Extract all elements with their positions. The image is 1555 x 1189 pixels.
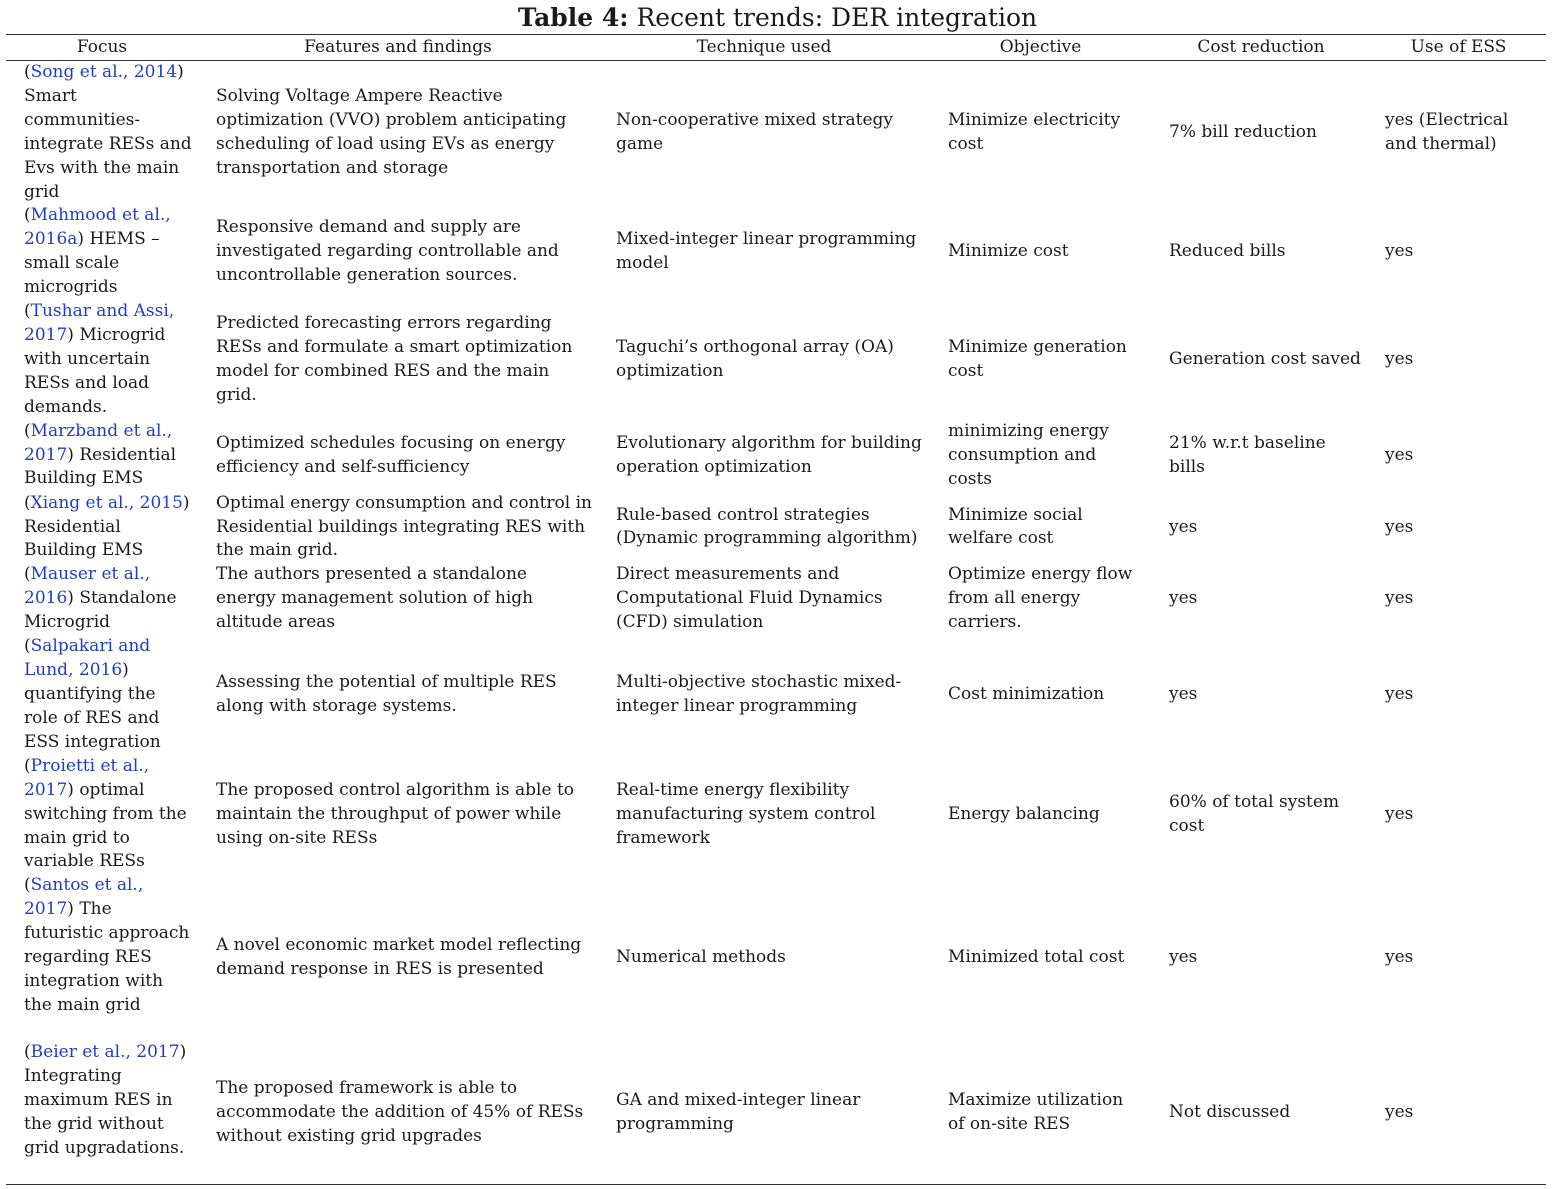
header-features: Features and findings	[198, 35, 598, 61]
cell-focus: (Beier et al., 2017) Integrating maximum RES in the grid without grid upgradations.	[6, 1041, 198, 1184]
cell-use-of-ess: yes	[1385, 516, 1414, 537]
cell-objective: Minimize cost	[948, 241, 1069, 262]
cell-objective: Cost minimization	[948, 684, 1105, 705]
cell-objective: Minimized total cost	[948, 946, 1125, 967]
cell-technique: Rule-based control strategies (Dynamic programming algorithm)	[616, 504, 918, 549]
cell-focus: (Tushar and Assi, 2017) Microgrid with uncertain RESs and load demands.	[24, 301, 175, 417]
cell-technique: Non-cooperative mixed strategy game	[616, 109, 894, 154]
focus-text: Integrating maximum RES in the grid without grid upgradations.	[24, 1066, 185, 1158]
cell-focus: (Proietti et al., 2017) optimal switching from the main grid to variable RESs	[24, 755, 187, 872]
cell-features: A novel economic market model reflecting demand response in RES is presented	[216, 934, 582, 979]
focus-text: Standalone Microgrid	[24, 588, 177, 633]
table-row	[6, 755, 1546, 875]
cell-features: Assessing the potential of multiple RES along with storage systems.	[216, 672, 557, 717]
citation-link[interactable]: Salpakari and Lund, 2016	[24, 636, 151, 681]
cell-features: The proposed control algorithm is able to maintain the throughput of power while using on-site RESs	[216, 779, 575, 848]
cell-use-of-ess: yes	[1385, 946, 1414, 967]
cell-objective: Minimize electricity cost	[948, 109, 1121, 154]
citation-link[interactable]: Mauser et al., 2016	[24, 564, 151, 609]
cell-features: Solving Voltage Ampere Reactive optimization (VVO) problem anticipating scheduling of load using EVs as energy transportation and storage	[216, 85, 567, 178]
cell-use-of-ess: yes (Electrical and thermal)	[1385, 109, 1509, 154]
focus-text: optimal switching from the main grid to variable RESs	[24, 779, 187, 872]
focus-text: Residential Building EMS	[24, 444, 177, 489]
cell-technique: Direct measurements and Computational Fluid Dynamics (CFD) simulation	[616, 564, 883, 633]
table-row	[6, 420, 1546, 492]
cell-features: The proposed framework is able to accommodate the addition of 45% of RESs without existing grid upgrades	[198, 1041, 598, 1184]
citation-link[interactable]: Mahmood et al., 2016a	[24, 205, 171, 250]
cell-use-of-ess: yes	[1385, 444, 1414, 465]
cell-features: Optimal energy consumption and control in Residential buildings integrating RES with the main grid.	[216, 492, 593, 561]
focus-text: Residential Building EMS	[24, 516, 144, 561]
header-row	[6, 35, 1546, 61]
focus-text: quantifying the role of RES and ESS integration	[24, 684, 161, 752]
cell-technique: Mixed-integer linear programming model	[616, 229, 917, 274]
table-row	[6, 204, 1546, 300]
citation-link[interactable]: Proietti et al., 2017	[24, 755, 150, 800]
cell-cost-reduction: yes	[1169, 516, 1198, 537]
cell-focus: (Marzband et al., 2017) Residential Building EMS	[24, 420, 177, 489]
cell-focus: (Santos et al., 2017) The futuristic approach regarding RES integration with the main grid	[24, 875, 190, 1015]
header-use-of-ess: Use of ESS	[1371, 35, 1546, 61]
cell-objective: minimizing energy consumption and costs	[948, 420, 1109, 489]
header-cost-reduction: Cost reduction	[1151, 35, 1371, 61]
cell-use-of-ess: yes	[1385, 241, 1414, 262]
cell-use-of-ess: yes	[1385, 588, 1414, 609]
table-caption-label: Table 4:	[517, 3, 629, 32]
cell-focus: (Mauser et al., 2016) Standalone Microgrid	[24, 564, 177, 633]
cell-cost-reduction: Reduced bills	[1169, 241, 1286, 262]
citation-link[interactable]: Xiang et al., 2015	[30, 492, 183, 513]
cell-cost-reduction: 21% w.r.t baseline bills	[1169, 432, 1326, 477]
cell-cost-reduction: yes	[1169, 946, 1198, 967]
citation-link[interactable]: Song et al., 2014	[30, 62, 178, 82]
cell-features: Responsive demand and supply are investigated regarding controllable and uncontrollable generation sources.	[216, 217, 559, 286]
cell-focus: (Mahmood et al., 2016a) HEMS – small scale microgrids	[24, 205, 171, 298]
cell-technique: Evolutionary algorithm for building operation optimization	[616, 432, 922, 477]
table-caption	[0, 2, 1555, 34]
der-integration-table	[6, 34, 1546, 1185]
cell-use-of-ess: yes	[1385, 684, 1414, 705]
cell-objective: Maximize utilization of on-site RES	[930, 1041, 1151, 1184]
cell-focus: (Song et al., 2014) Smart communities- integrate RESs and Evs with the main grid	[24, 62, 192, 202]
cell-objective: Minimize social welfare cost	[948, 504, 1083, 549]
header-objective: Objective	[930, 35, 1151, 61]
cell-focus: (Salpakari and Lund, 2016) quantifying the role of RES and ESS integration	[24, 636, 161, 752]
cell-cost-reduction: Generation cost saved	[1169, 348, 1361, 369]
table-caption-text: Recent trends: DER integration	[636, 3, 1038, 32]
focus-text: The futuristic approach regarding RES integration with the main grid	[24, 899, 190, 1015]
focus-text: Microgrid with uncertain RESs and load demands.	[24, 324, 166, 417]
table-row	[6, 61, 1546, 205]
cell-features: The authors presented a standalone energy management solution of high altitude areas	[216, 564, 534, 633]
cell-use-of-ess: yes	[1385, 803, 1414, 824]
table-row	[6, 300, 1546, 420]
cell-focus: (Xiang et al., 2015) Residential Building EMS	[24, 492, 190, 561]
cell-objective: Minimize generation cost	[948, 336, 1127, 381]
table-row	[6, 874, 1546, 1041]
header-technique: Technique used	[598, 35, 930, 61]
focus-text: Smart communities- integrate RESs and Evs with the main grid	[24, 85, 192, 202]
cell-use-of-ess: yes	[1371, 1041, 1546, 1184]
table-body	[6, 61, 1546, 1185]
table-row	[6, 635, 1546, 755]
cell-technique: GA and mixed-integer linear programming	[598, 1041, 930, 1184]
cell-objective: Optimize energy flow from all energy carriers.	[948, 564, 1133, 633]
table-header	[6, 35, 1546, 61]
cell-cost-reduction: 7% bill reduction	[1169, 121, 1317, 142]
citation-link[interactable]: Beier et al., 2017	[30, 1042, 180, 1063]
citation-link[interactable]: Marzband et al., 2017	[24, 420, 173, 465]
citation-link[interactable]: Santos et al., 2017	[24, 875, 144, 920]
header-focus: Focus	[6, 35, 198, 61]
focus-text: HEMS – small scale microgrids	[24, 229, 160, 298]
cell-use-of-ess: yes	[1385, 348, 1414, 369]
citation-link[interactable]: Tushar and Assi, 2017	[24, 301, 175, 345]
cell-cost-reduction: Not discussed	[1151, 1041, 1371, 1184]
cell-objective: Energy balancing	[948, 803, 1100, 824]
cell-features: Optimized schedules focusing on energy efficiency and self-sufficiency	[216, 432, 566, 477]
cell-cost-reduction: 60% of total system cost	[1169, 791, 1340, 836]
table-row	[6, 492, 1546, 564]
cell-technique: Numerical methods	[616, 946, 786, 967]
cell-cost-reduction: yes	[1169, 588, 1198, 609]
cell-technique: Real-time energy flexibility manufacturing system control framework	[616, 779, 876, 848]
cell-features: Predicted forecasting errors regarding RESs and formulate a smart optimization model for combined RES and the main grid.	[216, 313, 573, 405]
cell-technique: Multi-objective stochastic mixed-integer linear programming	[616, 672, 902, 717]
table-row	[6, 563, 1546, 635]
table-row	[6, 1041, 1546, 1184]
cell-cost-reduction: yes	[1169, 684, 1198, 705]
cell-technique: Taguchi’s orthogonal array (OA) optimization	[616, 336, 894, 381]
